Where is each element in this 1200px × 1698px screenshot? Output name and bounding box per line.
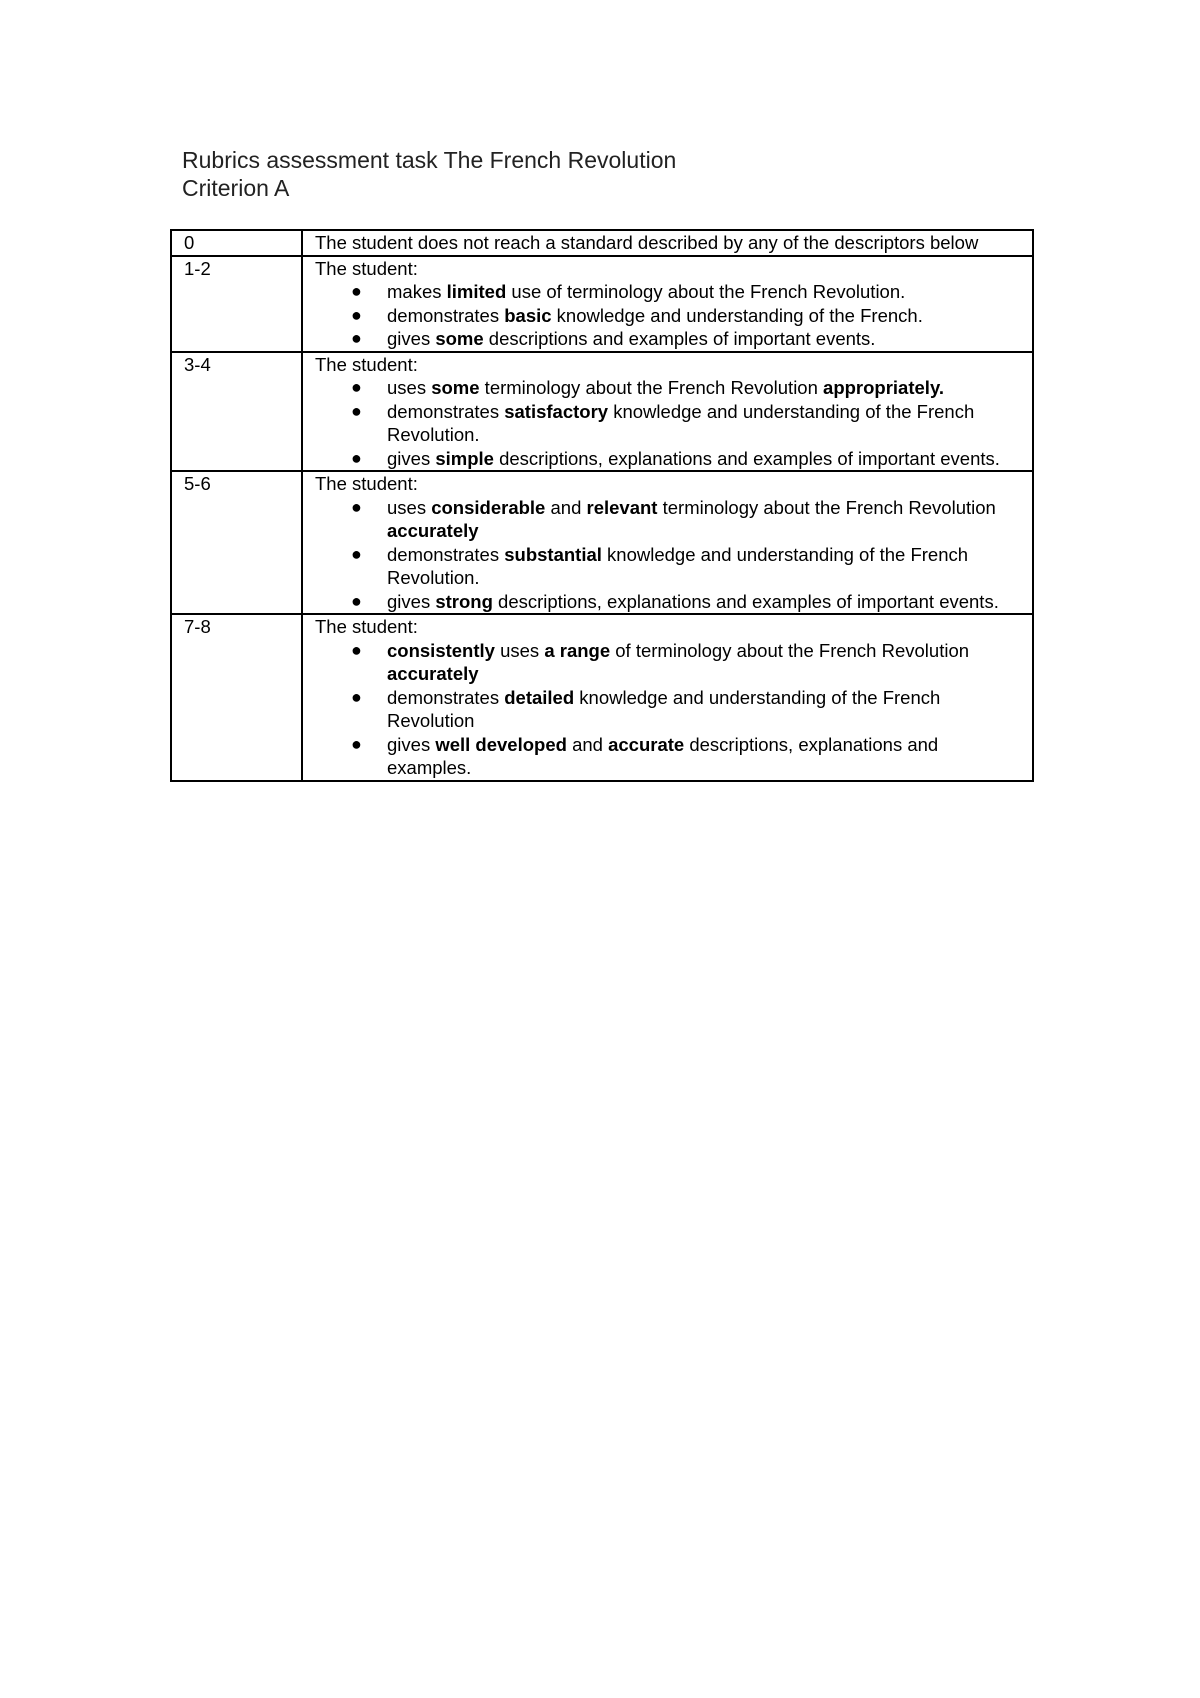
emphasis-text: basic <box>504 304 552 326</box>
descriptor-cell <box>302 256 1033 352</box>
emphasis-text: consistently <box>387 639 495 661</box>
emphasis-text: a range <box>544 639 611 661</box>
emphasis-text: considerable <box>431 496 546 518</box>
bullet-icon: ● <box>351 447 362 468</box>
emphasis-text: well developed <box>435 733 567 755</box>
bullet-icon: ● <box>351 377 362 397</box>
descriptor-text: knowledge and understanding of the French. <box>551 304 923 326</box>
bullet-icon: ● <box>351 590 362 611</box>
descriptor-text: use of terminology about the French Revolution. <box>506 281 906 302</box>
descriptor-item <box>351 686 1022 733</box>
rubric-row <box>171 230 1033 256</box>
rubric-row <box>171 352 1033 472</box>
score-cell: 1-2 <box>171 256 302 352</box>
descriptor-text: descriptions, explanations and examples of important events. <box>492 590 999 612</box>
descriptor-item <box>351 590 1022 614</box>
rubric-table <box>170 229 1034 782</box>
descriptor-text: uses <box>387 496 432 518</box>
descriptor-cell <box>302 230 1033 256</box>
emphasis-text: accurate <box>608 733 685 755</box>
emphasis-text: accurately <box>387 663 479 684</box>
descriptor-text: knowledge and understanding of the French Revolution. <box>387 400 975 445</box>
rubric-table-body <box>171 230 1033 781</box>
descriptor-intro: The student: <box>315 616 418 637</box>
score-cell: 0 <box>171 230 302 256</box>
descriptor-item <box>351 543 1022 590</box>
bullet-icon: ● <box>351 496 362 517</box>
descriptor-text: demonstrates <box>387 400 505 422</box>
descriptor-text: uses <box>494 639 545 661</box>
score-cell: 3-4 <box>171 352 302 472</box>
descriptor-text: gives <box>387 447 436 469</box>
descriptor-item <box>351 304 1022 328</box>
emphasis-text: satisfactory <box>504 400 609 422</box>
descriptor-text: descriptions and examples of important events. <box>483 328 876 349</box>
emphasis-text: some <box>435 328 484 349</box>
descriptor-text: of terminology about the French Revolution <box>610 639 970 661</box>
descriptor-item <box>351 733 1022 780</box>
emphasis-text: limited <box>446 281 507 302</box>
bullet-icon: ● <box>351 639 362 660</box>
emphasis-text: relevant <box>586 496 658 518</box>
descriptor-intro: The student: <box>315 473 418 494</box>
descriptor-item <box>351 327 1022 351</box>
descriptor-text: gives <box>387 328 436 349</box>
descriptor-text: demonstrates <box>387 543 505 565</box>
descriptor-text: demonstrates <box>387 304 505 326</box>
descriptor-intro: The student: <box>315 353 418 375</box>
rubric-row <box>171 614 1033 781</box>
document-heading <box>182 146 676 202</box>
descriptor-item <box>351 639 1022 686</box>
score-cell: 7-8 <box>171 614 302 781</box>
descriptor-list <box>315 376 1022 470</box>
descriptor-text: gives <box>387 733 436 755</box>
document-title: Rubrics assessment task The French Revolution <box>182 147 677 173</box>
rubric-row <box>171 471 1033 614</box>
descriptor-text: knowledge and understanding of the French Revolution <box>387 686 941 731</box>
emphasis-text: some <box>431 377 480 398</box>
descriptor-intro: The student does not reach a standard described by any of the descriptors below <box>315 232 979 253</box>
emphasis-text: strong <box>435 590 493 612</box>
descriptor-text: and <box>566 733 609 755</box>
descriptor-text: uses <box>387 377 432 398</box>
emphasis-text: detailed <box>504 686 575 708</box>
emphasis-text: accurately <box>387 520 479 541</box>
descriptor-item <box>351 280 1022 304</box>
descriptor-list <box>315 496 1022 614</box>
bullet-icon: ● <box>351 733 362 754</box>
bullet-icon: ● <box>351 543 362 564</box>
rubric-row <box>171 256 1033 352</box>
descriptor-list <box>315 280 1022 351</box>
emphasis-text: appropriately. <box>823 377 944 398</box>
descriptor-text: gives <box>387 590 436 612</box>
bullet-icon: ● <box>351 281 362 301</box>
descriptor-text: descriptions, explanations and examples. <box>387 733 939 778</box>
descriptor-text: makes <box>387 281 447 302</box>
descriptor-cell <box>302 471 1033 614</box>
document-subtitle: Criterion A <box>182 175 290 201</box>
bullet-icon: ● <box>351 686 362 707</box>
descriptor-cell <box>302 352 1033 472</box>
descriptor-intro: The student: <box>315 257 418 279</box>
score-cell: 5-6 <box>171 471 302 614</box>
bullet-icon: ● <box>351 400 362 421</box>
descriptor-list <box>315 639 1022 780</box>
descriptor-text: knowledge and understanding of the French Revolution. <box>387 543 969 588</box>
descriptor-item <box>351 447 1022 471</box>
emphasis-text: substantial <box>504 543 602 565</box>
descriptor-item <box>351 400 1022 447</box>
emphasis-text: simple <box>435 447 494 469</box>
descriptor-text: demonstrates <box>387 686 505 708</box>
descriptor-item <box>351 376 1022 400</box>
descriptor-text: terminology about the French Revolution <box>657 496 996 518</box>
descriptor-text: terminology about the French Revolution <box>479 377 824 398</box>
descriptor-cell <box>302 614 1033 781</box>
descriptor-text: and <box>545 496 587 518</box>
bullet-icon: ● <box>351 328 362 348</box>
descriptor-text: descriptions, explanations and examples of important events. <box>493 447 1000 469</box>
descriptor-item <box>351 496 1022 543</box>
bullet-icon: ● <box>351 304 362 325</box>
